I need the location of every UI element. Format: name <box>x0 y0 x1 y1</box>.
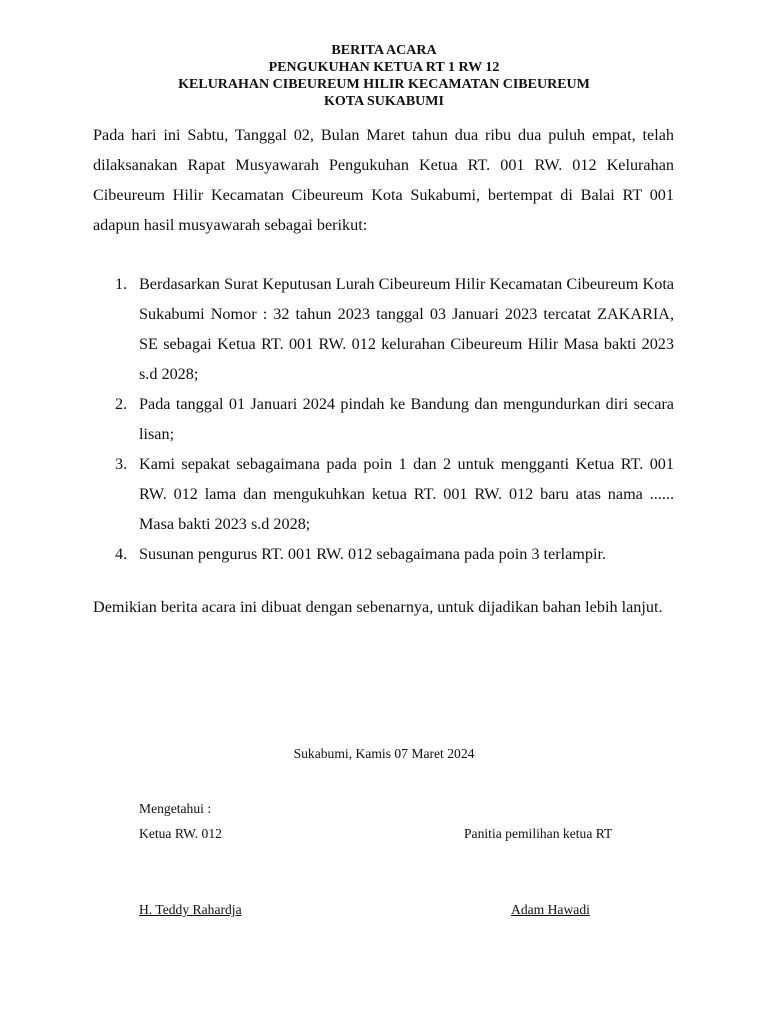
document-header <box>0 42 768 110</box>
list-item-text: Pada tanggal 01 Januari 2024 pindah ke Bandung dan mengundurkan diri secara lisan; <box>139 395 674 443</box>
right-signatory-role: Panitia pemilihan ketua RT <box>464 826 613 841</box>
list-item-number: 2. <box>115 395 128 413</box>
list-item-number: 1. <box>115 275 128 293</box>
header-title: BERITA ACARA <box>331 43 437 58</box>
opening-paragraph: Pada hari ini Sabtu, Tanggal 02, Bulan Maret tahun dua ribu dua puluh empat, telah dilaksanakan Rapat Musyawarah Pengukuhan Ketua RT. 001 RW. 012 Kelurahan Cibeureum Hilir Kecamatan Cibeureum Kota Sukabumi, bertempat di Balai RT 001 adapun hasil musyawarah sebagai berikut: <box>93 126 674 234</box>
list-item-number: 3. <box>115 455 128 473</box>
header-city: KOTA SUKABUMI <box>324 94 444 109</box>
header-subject: PENGUKUHAN KETUA RT 1 RW 12 <box>268 60 500 75</box>
list-item-text: Berdasarkan Surat Keputusan Lurah Cibeureum Hilir Kecamatan Cibeureum Kota Sukabumi Nomor : 32 tahun 2023 tanggal 03 Januari 2023 tercatat ZAKARIA, SE sebagai Ketua RT. 001 RW. 012 kelurahan Cibeureum Hilir Masa bakti 2023 s.d 2028; <box>139 275 674 383</box>
left-signatory-role: Ketua RW. 012 <box>139 826 222 841</box>
list-item-text: Susunan pengurus RT. 001 RW. 012 sebagaimana pada poin 3 terlampir. <box>139 545 607 563</box>
acknowledge-label: Mengetahui : <box>139 801 212 816</box>
list-item <box>93 449 674 539</box>
points-list <box>93 269 674 569</box>
list-item-text: Kami sepakat sebagaimana pada poin 1 dan 2 untuk mengganti Ketua RT. 001 RW. 012 lama dan mengukuhkan ketua RT. 001 RW. 012 baru atas nama ...... Masa bakti 2023 s.d 2028; <box>139 455 674 533</box>
list-item <box>93 389 674 449</box>
list-item-number: 4. <box>115 545 128 563</box>
left-signatory-name: H. Teddy Rahardja <box>139 902 242 917</box>
closing-paragraph: Demikian berita acara ini dibuat dengan sebenarnya, untuk dijadikan bahan lebih lanjut. <box>93 598 663 616</box>
place-date: Sukabumi, Kamis 07 Maret 2024 <box>293 746 475 761</box>
list-item <box>93 539 674 569</box>
header-district: KELURAHAN CIBEUREUM HILIR KECAMATAN CIBEUREUM <box>178 77 590 92</box>
right-signatory-name: Adam Hawadi <box>511 902 590 917</box>
list-item <box>93 269 674 389</box>
